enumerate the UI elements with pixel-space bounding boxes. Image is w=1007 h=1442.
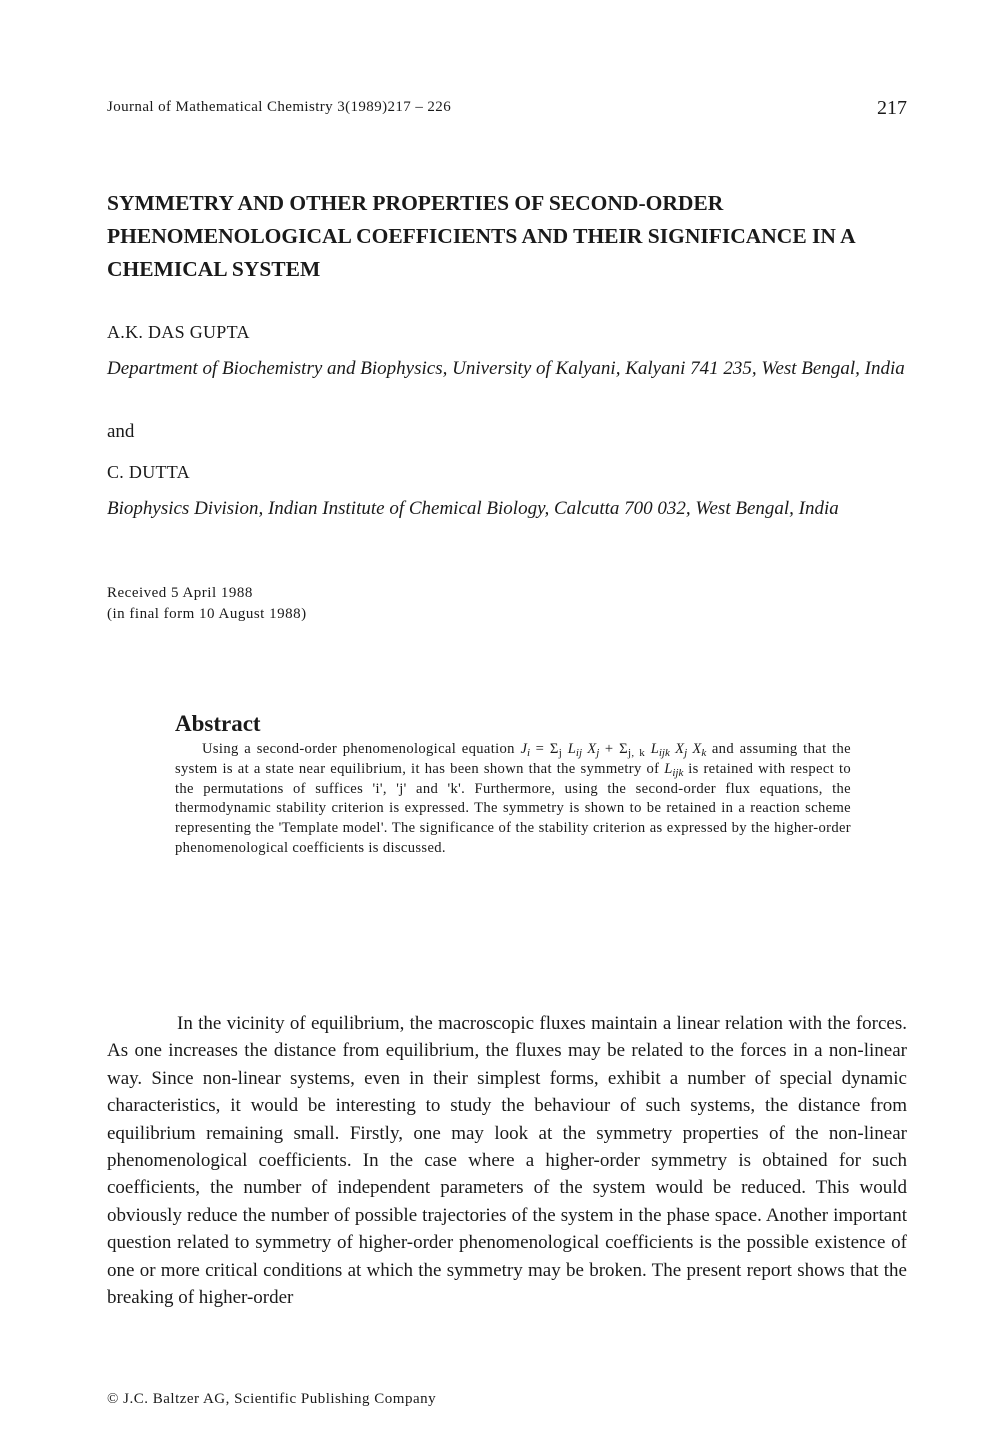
abstract-heading: Abstract: [175, 711, 261, 736]
author-affiliation: Department of Biochemistry and Biophysics, University of Kalyani, Kalyani 741 235, West Bengal, India: [107, 358, 905, 379]
running-header: [107, 97, 907, 121]
author-name: C. DUTTA: [107, 462, 190, 482]
copyright-footer: © J.C. Baltzer AG, Scientific Publishing Company: [107, 1391, 437, 1407]
coefficient-symbol: $L_{ijk}$: [664, 760, 684, 779]
abstract-text-continued: is retained with respect to the permutations of suffices 'i', 'j' and 'k'. Furthermore, using the second-order flux equations, the thermodynamic stability criterion is expressed. The symmetry is shown to be retained in a reaction scheme representing the 'Template model'. The significance of the stability criterion as expressed by the higher-order phenomenological coefficients is discussed.: [175, 760, 851, 856]
flux-equation: $J_i = \Sigma_j$ $L_{ij}$ $X_j + \Sigma_{j, k}$ $L_{ijk}$ $X_j$ $X_k$: [520, 741, 707, 759]
author-conjunction: and: [107, 421, 135, 442]
abstract-text: and assuming that the system is at a state near equilibrium, it has been shown that the symmetry of: [175, 741, 851, 777]
journal-citation: Journal of Mathematical Chemistry 3(1989)217 – 226: [107, 99, 452, 115]
final-form-date: (in final form 10 August 1988): [107, 606, 307, 622]
received-date: Received 5 April 1988: [107, 585, 253, 601]
author-name: A.K. DAS GUPTA: [107, 322, 250, 342]
paper-title: SYMMETRY AND OTHER PROPERTIES OF SECOND-ORDER PHENOMENOLOGICAL COEFFICIENTS AND THEIR SIGNIFICANCE IN A CHEMICAL SYSTEM: [107, 191, 855, 281]
author-affiliation: Biophysics Division, Indian Institute of Chemical Biology, Calcutta 700 032, West Bengal, India: [107, 498, 839, 519]
page-number: 217: [877, 97, 907, 119]
abstract-body: [175, 740, 851, 859]
abstract-intro: Using a second-order phenomenological equation: [202, 741, 515, 757]
body-paragraph: In the vicinity of equilibrium, the macroscopic fluxes maintain a linear relation with the forces. As one increases the distance from equilibrium, the fluxes may be related to the forces in a non-linear way. Since non-linear systems, even in their simplest forms, exhibit a number of special dynamic characteristics, it would be interesting to study the behaviour of such systems, the distance from equilibrium remaining small. Firstly, one may look at the symmetry properties of the non-linear phenomenological coefficients. In the case where a higher-order symmetry is obtained for such coefficients, the number of independent parameters of the system would be reduced. This would obviously reduce the number of possible trajectories of the system in the phase space. Another important question related to symmetry of higher-order phenomenological coefficients is the possible existence of one or more critical conditions at which the symmetry may be broken. The present report shows that the breaking of higher-order: [107, 1013, 907, 1309]
